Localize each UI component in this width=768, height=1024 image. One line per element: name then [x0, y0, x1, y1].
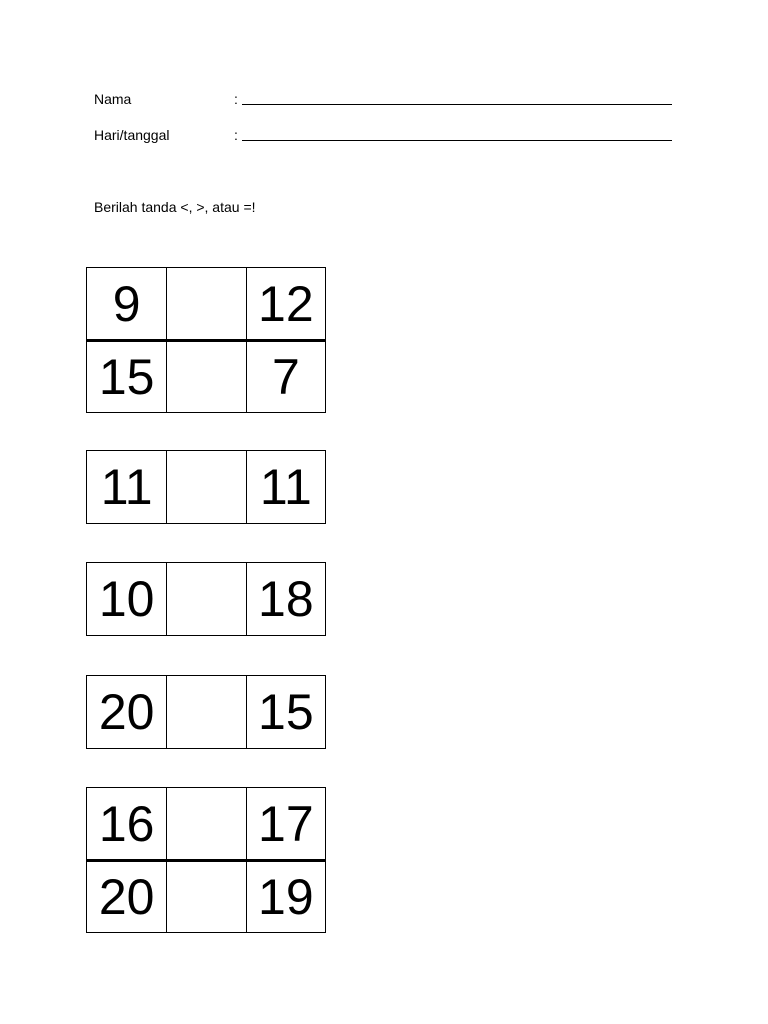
date-label: Hari/tanggal [94, 127, 170, 143]
answer-box[interactable] [166, 268, 245, 340]
left-number: 10 [98, 571, 155, 627]
answer-box[interactable] [166, 342, 245, 412]
answer-box[interactable] [166, 451, 245, 523]
comparison-row-2 [86, 339, 326, 413]
answer-box[interactable] [166, 862, 245, 932]
right-number: 18 [246, 563, 325, 635]
comparison-row-6 [86, 787, 326, 861]
comparison-row-3 [86, 450, 326, 524]
right-number: 17 [246, 788, 325, 860]
right-number: 19 [246, 862, 325, 932]
left-number: 11 [100, 459, 153, 515]
date-colon: : [234, 127, 238, 143]
right-number: 11 [246, 451, 325, 523]
comparison-row-1 [86, 267, 326, 341]
answer-box[interactable] [166, 563, 245, 635]
left-number: 15 [98, 349, 155, 405]
left-number: 16 [98, 796, 155, 852]
comparison-row-4 [86, 562, 326, 636]
right-number: 12 [246, 268, 325, 340]
date-input-line[interactable] [242, 140, 672, 141]
left-number: 20 [98, 869, 155, 925]
right-number: 15 [246, 676, 325, 748]
comparison-row-5 [86, 675, 326, 749]
answer-box[interactable] [166, 788, 245, 860]
instruction-text: Berilah tanda <, >, atau =! [94, 199, 256, 215]
name-colon: : [234, 91, 238, 107]
left-number: 20 [98, 684, 155, 740]
name-input-line[interactable] [242, 104, 672, 105]
name-label: Nama [94, 91, 132, 107]
left-number: 9 [112, 276, 141, 332]
right-number: 7 [246, 342, 325, 412]
answer-box[interactable] [166, 676, 245, 748]
comparison-row-7 [86, 859, 326, 933]
